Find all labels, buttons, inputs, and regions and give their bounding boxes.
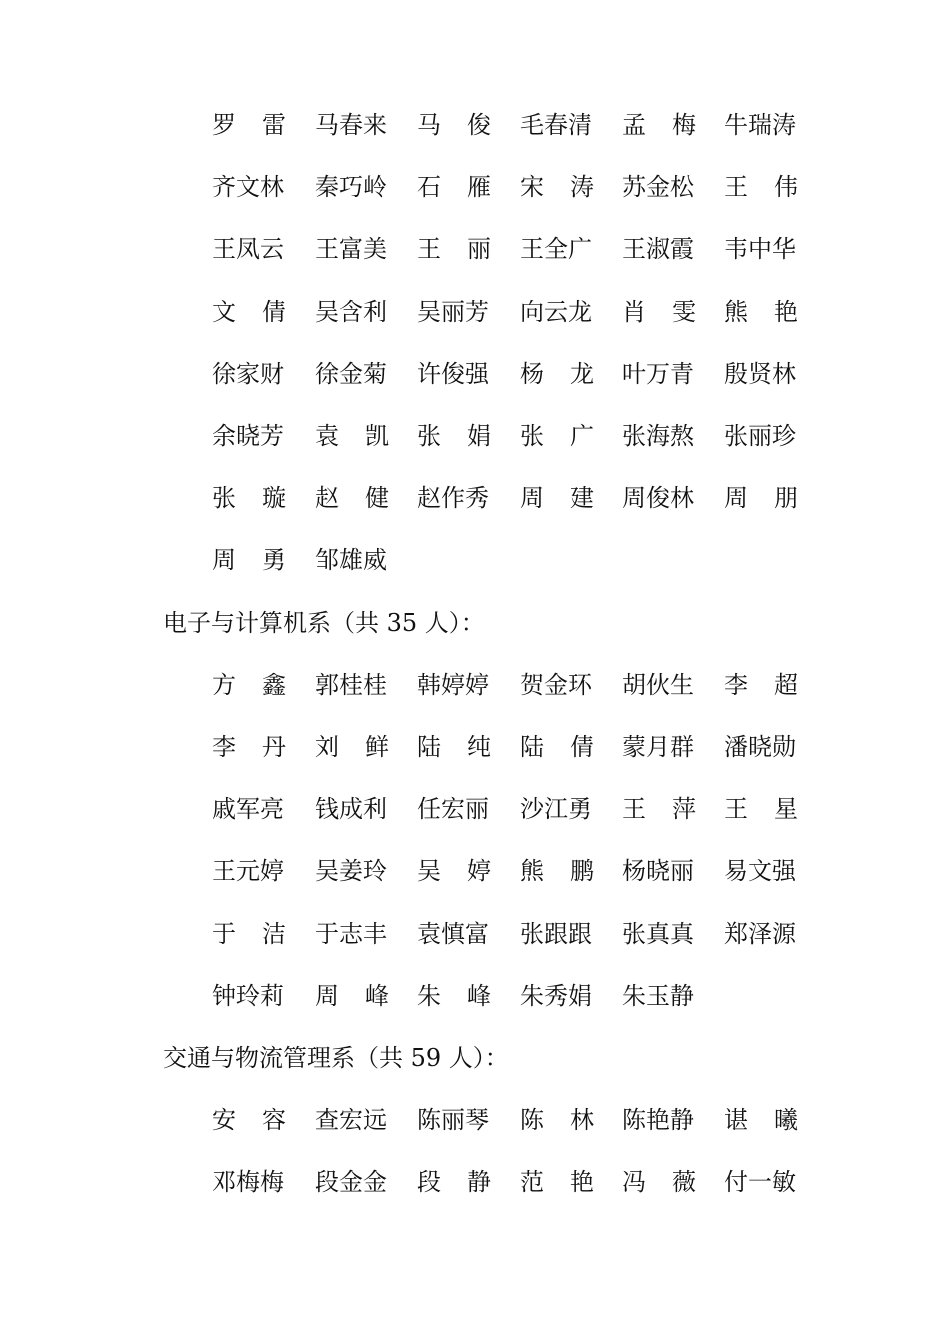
person-name: 王 星	[724, 795, 798, 824]
person-name: 李 丹	[212, 733, 286, 761]
person-name: 沙江勇	[520, 795, 592, 824]
person-name: 王全广	[520, 235, 592, 264]
person-name: 孟 梅	[622, 111, 696, 139]
person-name: 钟玲莉	[212, 981, 284, 1010]
person-name: 殷贤林	[724, 359, 796, 388]
person-name: 胡伙生	[622, 670, 694, 699]
person-name: 周 峰	[315, 981, 389, 1010]
person-name: 于志丰	[315, 919, 387, 948]
person-name: 朱 峰	[417, 981, 491, 1010]
person-name: 陆 纯	[417, 733, 491, 761]
person-name: 付一敏	[724, 1168, 796, 1197]
person-name: 于 洁	[212, 919, 286, 948]
person-name: 叶万青	[622, 359, 694, 388]
person-name: 赵作秀	[417, 484, 489, 513]
person-name: 周 建	[520, 484, 594, 513]
person-name: 贺金环	[520, 670, 592, 699]
person-name: 张跟跟	[520, 919, 592, 948]
person-name: 钱成利	[315, 795, 387, 824]
person-name: 马春来	[315, 111, 387, 139]
person-name: 王富美	[315, 235, 387, 264]
person-name: 袁慎富	[417, 919, 489, 948]
person-name: 肖 雯	[622, 297, 696, 326]
person-name: 谌 曦	[724, 1106, 798, 1135]
person-name: 段金金	[315, 1168, 387, 1197]
person-name: 文 倩	[212, 297, 286, 326]
person-name: 郭桂桂	[315, 670, 387, 699]
person-name: 张 广	[520, 422, 594, 450]
person-name: 袁 凯	[315, 422, 389, 450]
person-name: 易文强	[724, 857, 796, 886]
person-name: 赵 健	[315, 484, 389, 513]
person-name: 王凤云	[212, 235, 284, 264]
person-name: 徐家财	[212, 359, 284, 388]
person-name: 韩婷婷	[417, 670, 489, 699]
person-name: 陈艳静	[622, 1106, 694, 1135]
person-name: 查宏远	[315, 1106, 387, 1135]
section-heading: 交通与物流管理系（共 59 人）：	[163, 1044, 509, 1072]
person-name: 陈丽琴	[417, 1106, 489, 1135]
person-name: 宋 涛	[520, 173, 594, 202]
person-name: 蒙月群	[622, 733, 694, 761]
section-heading: 电子与计算机系（共 35 人）：	[163, 608, 485, 637]
person-name: 郑泽源	[724, 919, 796, 948]
person-name: 王 伟	[724, 173, 798, 202]
person-name: 方 鑫	[212, 670, 286, 699]
person-name: 余晓芳	[212, 422, 284, 450]
person-name: 吴丽芳	[417, 297, 489, 326]
person-name: 张 璇	[212, 484, 286, 513]
person-name: 朱秀娟	[520, 981, 592, 1010]
person-name: 李 超	[724, 670, 798, 699]
person-name: 刘 鲜	[315, 733, 389, 761]
person-name: 马 俊	[417, 111, 491, 139]
person-name: 毛春清	[520, 111, 592, 139]
person-name: 吴含利	[315, 297, 387, 326]
person-name: 陈 林	[520, 1106, 594, 1135]
person-name: 苏金松	[622, 173, 694, 202]
person-name: 邓梅梅	[212, 1168, 284, 1197]
person-name: 牛瑞涛	[724, 111, 796, 139]
person-name: 吴 婷	[417, 857, 491, 886]
person-name: 杨 龙	[520, 359, 594, 388]
person-name: 张 娟	[417, 422, 491, 450]
person-name: 段 静	[417, 1168, 491, 1197]
person-name: 齐文林	[212, 173, 284, 202]
person-name: 向云龙	[520, 297, 592, 326]
person-name: 石 雁	[417, 173, 491, 202]
person-name: 徐金菊	[315, 359, 387, 388]
person-name: 熊 艳	[724, 297, 798, 326]
person-name: 潘晓勋	[724, 733, 796, 761]
person-name: 冯 薇	[622, 1168, 696, 1197]
person-name: 周俊林	[622, 484, 694, 513]
person-name: 朱玉静	[622, 981, 694, 1010]
person-name: 许俊强	[417, 359, 489, 388]
person-name: 邹雄威	[315, 546, 387, 575]
person-name: 吴姜玲	[315, 857, 387, 886]
person-name: 熊 鹏	[520, 857, 594, 886]
person-name: 杨晓丽	[622, 857, 694, 886]
person-name: 范 艳	[520, 1168, 594, 1197]
person-name: 王淑霞	[622, 235, 694, 264]
person-name: 韦中华	[724, 235, 796, 264]
person-name: 周 勇	[212, 546, 286, 575]
person-name: 王 萍	[622, 795, 696, 824]
person-name: 周 朋	[724, 484, 798, 513]
person-name: 陆 倩	[520, 733, 594, 761]
person-name: 张丽珍	[724, 422, 796, 450]
person-name: 张真真	[622, 919, 694, 948]
person-name: 秦巧岭	[315, 173, 387, 202]
person-name: 罗 雷	[212, 111, 286, 139]
person-name: 王元婷	[212, 857, 284, 886]
person-name: 王 丽	[417, 235, 491, 264]
person-name: 任宏丽	[417, 795, 489, 824]
person-name: 张海熬	[622, 422, 694, 450]
person-name: 安 容	[212, 1106, 286, 1135]
person-name: 戚军亮	[212, 795, 284, 824]
